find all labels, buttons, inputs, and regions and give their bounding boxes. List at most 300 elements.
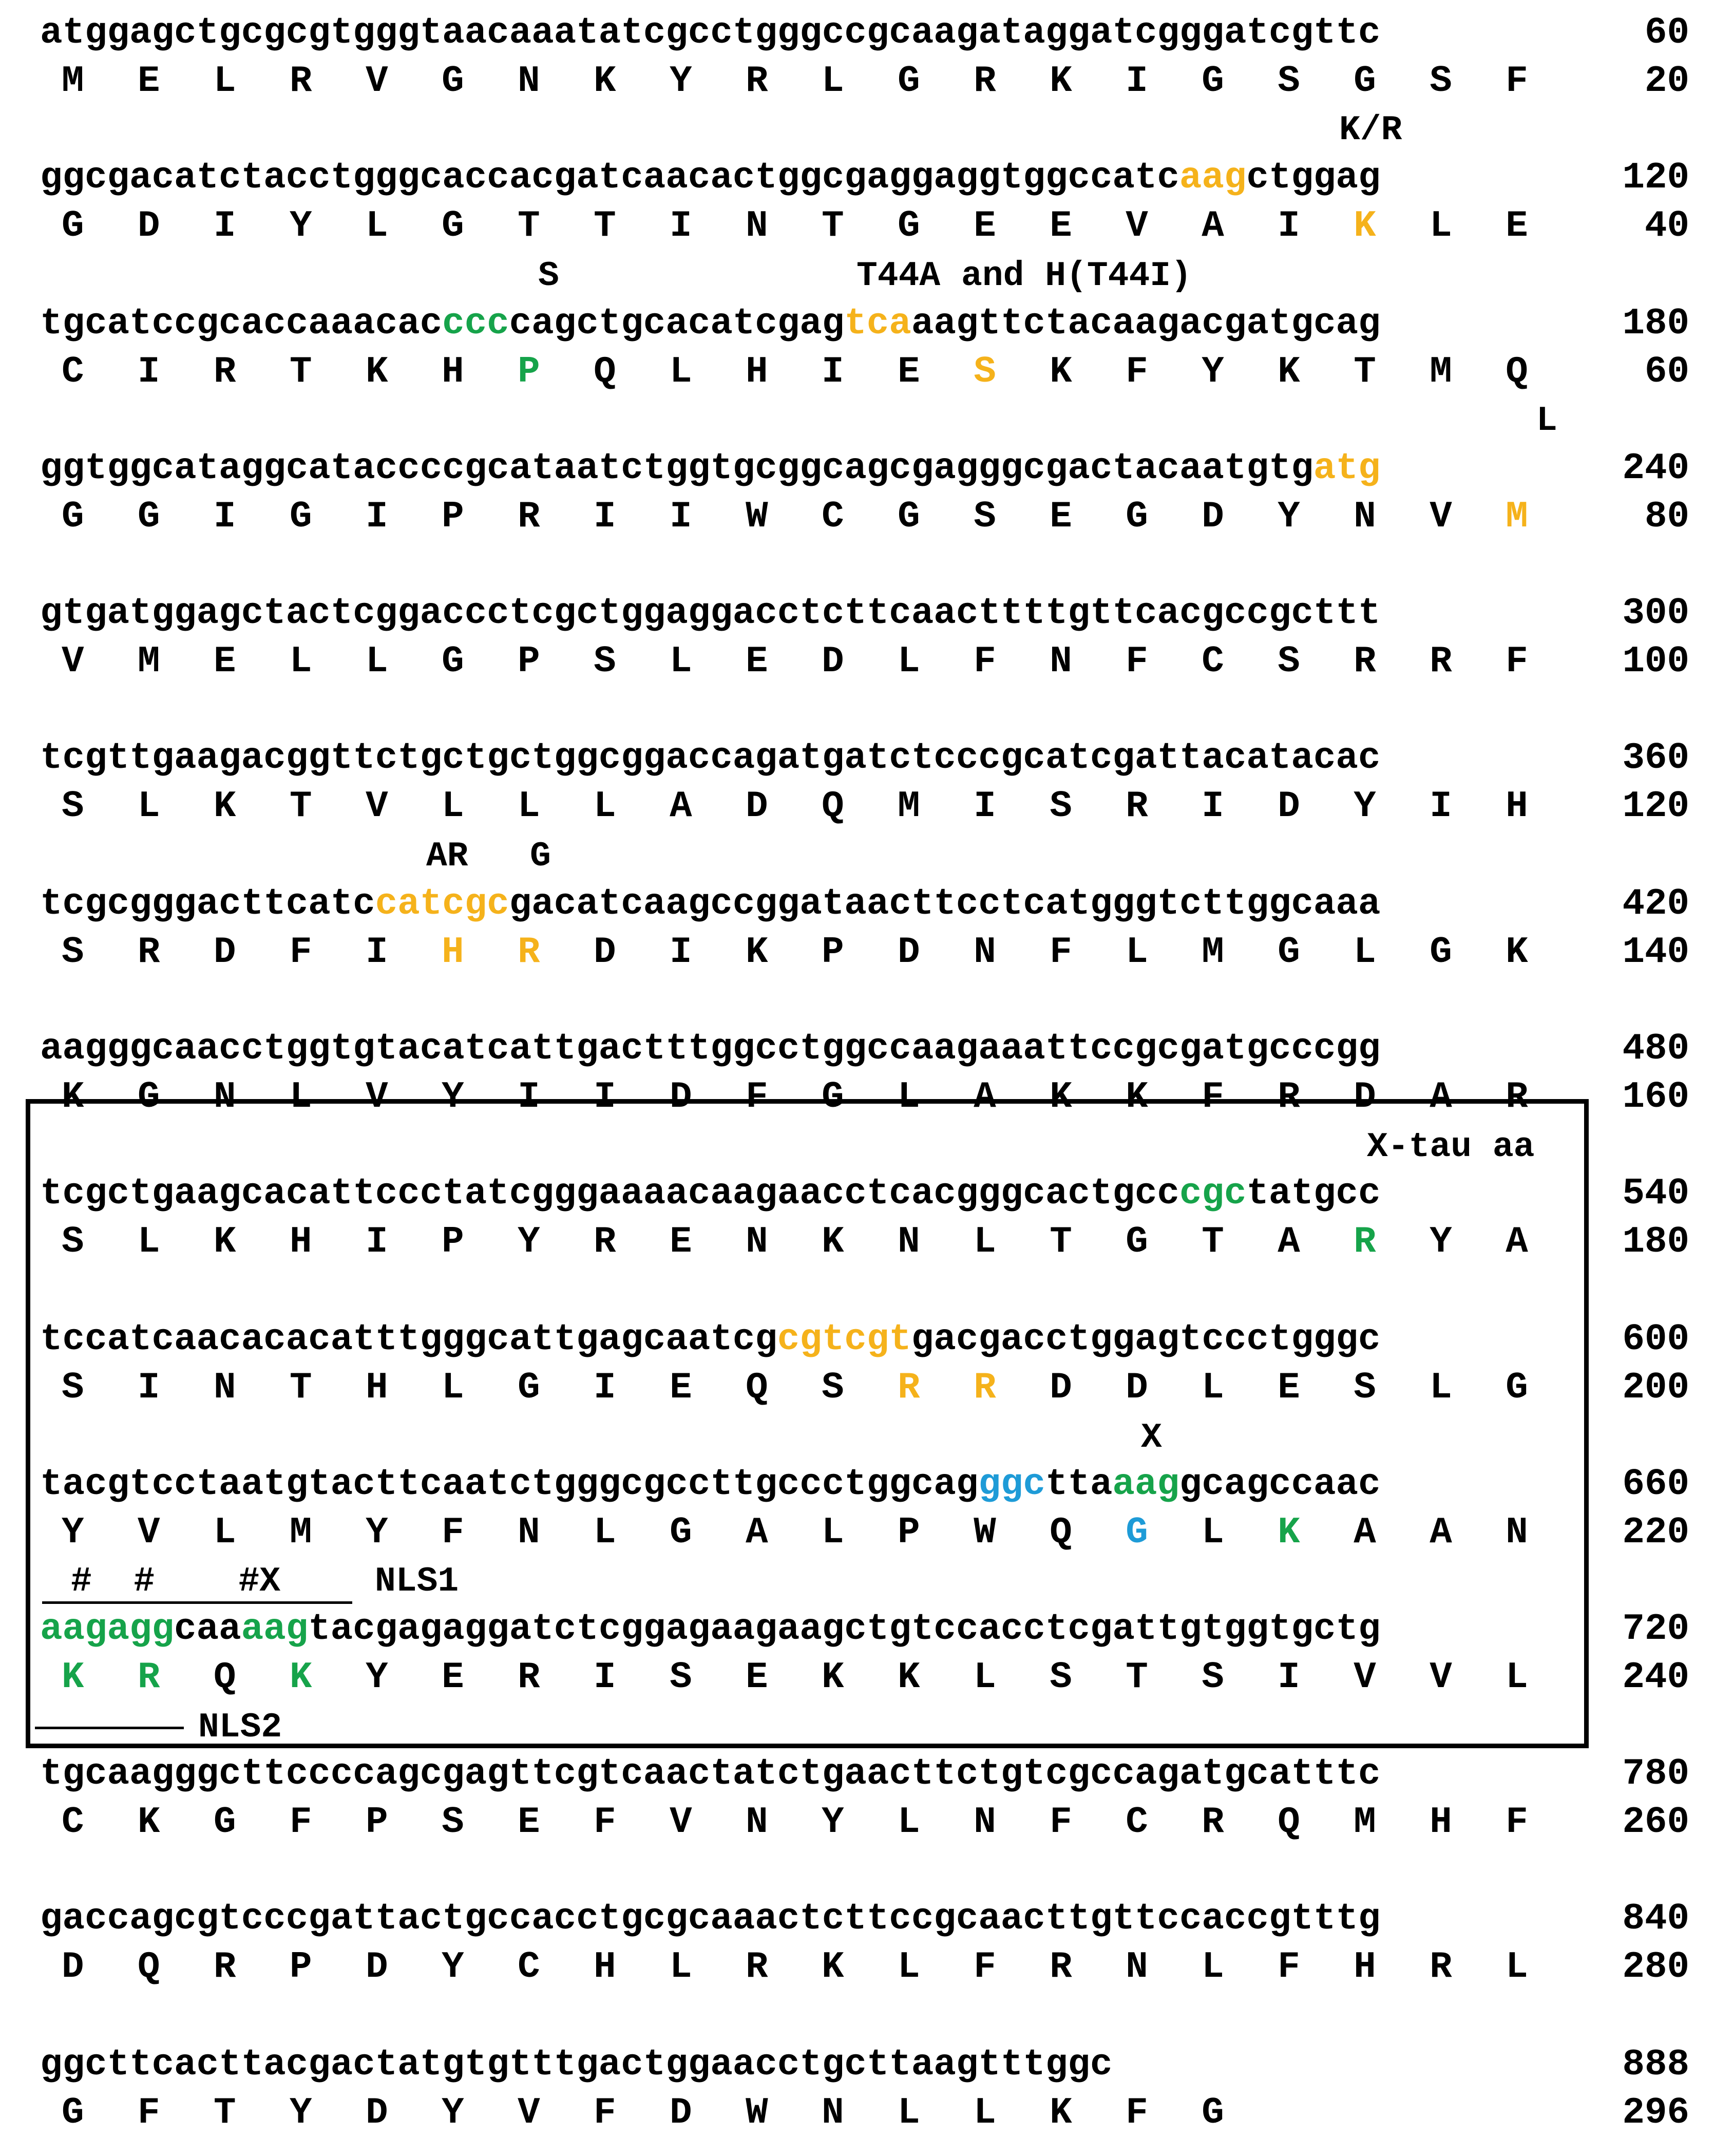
aa-residue: V bbox=[138, 1511, 214, 1554]
aa-residue: I bbox=[366, 1221, 442, 1263]
dna-position-number: 600 bbox=[1622, 1318, 1689, 1360]
aa-residue: L bbox=[290, 640, 366, 683]
aa-residue: G bbox=[898, 496, 974, 538]
aa-residue: I bbox=[138, 351, 214, 393]
aa-residue: F bbox=[1126, 2092, 1202, 2134]
aa-residue: G bbox=[442, 640, 518, 683]
aa-position-number: 200 bbox=[1622, 1367, 1689, 1409]
aa-residue: D bbox=[366, 2092, 442, 2134]
aa-residue: R bbox=[594, 1221, 670, 1263]
aa-residue: H bbox=[594, 1946, 670, 1988]
aa-residue: F bbox=[1506, 1801, 1582, 1843]
aa-highlight-residue: P bbox=[518, 351, 594, 393]
dna-segment: tcgcgggacttcatc bbox=[40, 883, 375, 925]
aa-highlight-residue: S bbox=[974, 351, 1050, 393]
aa-residue: L bbox=[670, 351, 746, 393]
aa-residue: Y bbox=[822, 1801, 898, 1843]
aa-residue: P bbox=[442, 496, 518, 538]
dna-line bbox=[40, 1030, 1380, 1068]
aa-residue: K bbox=[62, 1076, 138, 1118]
aa-residue: L bbox=[1202, 1367, 1278, 1409]
aa-residue: Y bbox=[290, 2092, 366, 2134]
aa-residue: K bbox=[214, 785, 290, 827]
aa-residue: I bbox=[214, 205, 290, 247]
aa-residue: F bbox=[442, 1511, 518, 1554]
aa-residue: R bbox=[1050, 1946, 1126, 1988]
dna-position-number: 360 bbox=[1622, 737, 1689, 779]
aa-residue: G bbox=[214, 1801, 290, 1843]
aa-residue: L bbox=[290, 1076, 366, 1118]
aa-residue: T bbox=[290, 351, 366, 393]
dna-position-number: 180 bbox=[1622, 302, 1689, 345]
aa-residue: Y bbox=[1354, 785, 1430, 827]
aa-residue: M bbox=[138, 640, 214, 683]
aa-residue: G bbox=[898, 60, 974, 102]
aa-residue: D bbox=[62, 1946, 138, 1988]
aa-position-number: 40 bbox=[1644, 205, 1689, 247]
aa-residue: Q bbox=[594, 351, 670, 393]
aa-residue: R bbox=[1430, 1946, 1506, 1988]
aa-residue: L bbox=[518, 785, 594, 827]
aa-residue: P bbox=[518, 640, 594, 683]
aa-residue: V bbox=[670, 1801, 746, 1843]
dna-position-number: 888 bbox=[1622, 2044, 1689, 2086]
aa-residue: Y bbox=[1278, 496, 1354, 538]
aa-residue: S bbox=[62, 785, 138, 827]
aa-residue: N bbox=[822, 2092, 898, 2134]
aa-residue: K bbox=[138, 1801, 214, 1843]
aa-residue: E bbox=[670, 1221, 746, 1263]
aa-line bbox=[62, 207, 1582, 245]
aa-residue: D bbox=[366, 1946, 442, 1988]
aa-residue: A bbox=[1354, 1511, 1430, 1554]
aa-residue: M bbox=[290, 1511, 366, 1554]
aa-highlight-residue: R bbox=[974, 1367, 1050, 1409]
aa-residue: N bbox=[746, 205, 822, 247]
aa-highlight-residue: M bbox=[1506, 496, 1582, 538]
annotation-s: S bbox=[538, 256, 559, 296]
aa-residue: G bbox=[62, 205, 138, 247]
dna-line bbox=[40, 302, 1381, 345]
dna-line bbox=[40, 159, 1380, 197]
annotation-nls2: NLS2 bbox=[198, 1708, 282, 1747]
dna-line bbox=[40, 447, 1381, 489]
aa-residue: N bbox=[518, 1511, 594, 1554]
aa-residue: G bbox=[898, 205, 974, 247]
nls1-underline bbox=[42, 1601, 352, 1604]
dna-line bbox=[40, 1900, 1380, 1938]
aa-residue: N bbox=[974, 931, 1050, 973]
aa-residue: L bbox=[366, 640, 442, 683]
dna-segment: tgcatccgcaccaaacac bbox=[40, 302, 443, 345]
aa-residue: I bbox=[1278, 205, 1354, 247]
aa-residue: V bbox=[518, 2092, 594, 2134]
aa-residue: H bbox=[290, 1221, 366, 1263]
aa-residue: T bbox=[214, 2092, 290, 2134]
dna-segment: tacgagaggatctcggagaagaagctgtccacctcgattgtggtgctg bbox=[308, 1608, 1381, 1650]
dna-position-number: 840 bbox=[1622, 1898, 1689, 1940]
dna-line bbox=[40, 2046, 1112, 2084]
aa-residue: F bbox=[1202, 1076, 1278, 1118]
dna-segment: tacgtcctaatgtacttcaatctgggcgccttgccctggcag bbox=[40, 1463, 979, 1505]
dna-position-number: 660 bbox=[1622, 1463, 1689, 1505]
aa-residue: V bbox=[62, 640, 138, 683]
aa-residue: M bbox=[898, 785, 974, 827]
aa-residue: D bbox=[822, 640, 898, 683]
aa-residue: K bbox=[1050, 60, 1126, 102]
dna-position-number: 60 bbox=[1644, 12, 1689, 54]
aa-residue: A bbox=[1506, 1221, 1582, 1263]
aa-residue: L bbox=[366, 205, 442, 247]
aa-residue: F bbox=[974, 640, 1050, 683]
aa-residue: Q bbox=[214, 1656, 290, 1698]
aa-residue: R bbox=[1506, 1076, 1582, 1118]
aa-residue: F bbox=[1506, 60, 1582, 102]
nls2-underline bbox=[35, 1727, 184, 1729]
aa-position-number: 160 bbox=[1622, 1076, 1689, 1118]
aa-residue: P bbox=[898, 1511, 974, 1554]
aa-position-number: 80 bbox=[1644, 496, 1689, 538]
aa-highlight-residue: K bbox=[1278, 1511, 1354, 1554]
dna-segment: atggagctgcgcgtgggtaacaaatatcgcctgggccgcaagataggatcgggatcgttc bbox=[40, 12, 1381, 54]
dna-segment: gaccagcgtcccgattactgccacctgcgcaaactcttccgcaacttgttccaccgtttg bbox=[40, 1898, 1381, 1940]
dna-highlight-segment: aag bbox=[241, 1608, 309, 1650]
aa-residue: E bbox=[1050, 496, 1126, 538]
aa-residue: C bbox=[1126, 1801, 1202, 1843]
dna-segment: tgcaagggcttccccagcgagttcgtcaactatctgaacttctgtcgccagatgcatttc bbox=[40, 1753, 1381, 1795]
aa-residue: L bbox=[974, 1221, 1050, 1263]
aa-residue: Q bbox=[746, 1367, 822, 1409]
aa-residue: I bbox=[822, 351, 898, 393]
aa-residue: N bbox=[518, 60, 594, 102]
aa-residue: G bbox=[518, 1367, 594, 1409]
aa-position-number: 260 bbox=[1622, 1801, 1689, 1843]
dna-highlight-segment: aag bbox=[1179, 157, 1247, 199]
aa-residue: G bbox=[1430, 931, 1506, 973]
aa-residue: G bbox=[670, 1511, 746, 1554]
aa-residue: R bbox=[518, 1656, 594, 1698]
aa-residue: L bbox=[898, 640, 974, 683]
aa-residue: N bbox=[1050, 640, 1126, 683]
aa-residue: L bbox=[214, 60, 290, 102]
aa-residue: G bbox=[1202, 60, 1278, 102]
aa-residue: L bbox=[594, 785, 670, 827]
dna-position-number: 240 bbox=[1622, 447, 1689, 489]
aa-residue: E bbox=[898, 351, 974, 393]
aa-residue: R bbox=[1278, 1076, 1354, 1118]
aa-residue: D bbox=[898, 931, 974, 973]
aa-line bbox=[62, 1946, 1582, 1988]
dna-segment: caa bbox=[174, 1608, 241, 1650]
dna-segment: gtgatggagctactcggaccctcgctggaggacctcttcaacttttgttcacgccgcttt bbox=[40, 592, 1381, 634]
aa-residue: N bbox=[1126, 1946, 1202, 1988]
aa-residue: M bbox=[62, 60, 138, 102]
aa-residue: N bbox=[746, 1801, 822, 1843]
highlight-box bbox=[26, 1099, 1589, 1748]
aa-residue: R bbox=[1202, 1801, 1278, 1843]
aa-residue: A bbox=[670, 785, 746, 827]
dna-highlight-segment: catcgc bbox=[375, 883, 509, 925]
aa-residue: Q bbox=[822, 785, 898, 827]
aa-residue: Y bbox=[670, 60, 746, 102]
dna-position-number: 540 bbox=[1622, 1172, 1689, 1215]
dna-segment: ggcttcacttacgactatgtgtttgactggaacctgcttaagtttggc bbox=[40, 2044, 1113, 2086]
aa-residue: M bbox=[1354, 1801, 1430, 1843]
aa-residue: F bbox=[594, 1801, 670, 1843]
aa-position-number: 20 bbox=[1644, 60, 1689, 102]
aa-residue: S bbox=[1050, 785, 1126, 827]
aa-residue: A bbox=[1430, 1076, 1506, 1118]
aa-residue: S bbox=[1278, 640, 1354, 683]
aa-residue: L bbox=[898, 1946, 974, 1988]
annotation-t44: T44A and H(T44I) bbox=[856, 256, 1192, 296]
aa-residue: S bbox=[594, 640, 670, 683]
aa-line bbox=[62, 60, 1582, 102]
aa-residue: L bbox=[670, 640, 746, 683]
aa-residue: L bbox=[594, 1511, 670, 1554]
aa-residue: S bbox=[1050, 1656, 1126, 1698]
aa-residue: G bbox=[442, 205, 518, 247]
aa-highlight-residue: H bbox=[442, 931, 518, 973]
aa-highlight-residue: K bbox=[62, 1656, 138, 1698]
aa-residue: R bbox=[746, 1946, 822, 1988]
aa-residue: R bbox=[214, 1946, 290, 1988]
aa-line bbox=[62, 931, 1582, 973]
aa-highlight-residue: R bbox=[138, 1656, 214, 1698]
aa-residue: E bbox=[214, 640, 290, 683]
aa-residue: S bbox=[1278, 60, 1354, 102]
aa-residue: D bbox=[1354, 1076, 1430, 1118]
aa-residue: N bbox=[1506, 1511, 1582, 1554]
aa-residue: L bbox=[898, 1076, 974, 1118]
aa-residue: R bbox=[1126, 785, 1202, 827]
aa-residue: G bbox=[1202, 2092, 1278, 2134]
aa-residue: G bbox=[290, 496, 366, 538]
dna-segment: gcagccaac bbox=[1179, 1463, 1381, 1505]
aa-residue: E bbox=[670, 1367, 746, 1409]
aa-residue: F bbox=[290, 1801, 366, 1843]
dna-highlight-segment: aagagg bbox=[40, 1608, 175, 1650]
aa-residue: F bbox=[974, 1946, 1050, 1988]
aa-residue: I bbox=[366, 931, 442, 973]
aa-residue: R bbox=[974, 60, 1050, 102]
dna-segment: gacatcaagccggataacttcctcatgggtcttggcaaa bbox=[509, 883, 1381, 925]
aa-residue: I bbox=[670, 205, 746, 247]
aa-residue: T bbox=[290, 1367, 366, 1409]
aa-residue: Y bbox=[1202, 351, 1278, 393]
aa-residue: F bbox=[1506, 640, 1582, 683]
aa-residue: T bbox=[290, 785, 366, 827]
annotation-kr: K/R bbox=[1339, 110, 1402, 150]
dna-line bbox=[40, 592, 1381, 634]
aa-residue: K bbox=[1278, 351, 1354, 393]
dna-line bbox=[40, 737, 1381, 779]
aa-residue: R bbox=[1430, 640, 1506, 683]
aa-residue: K bbox=[1050, 1076, 1126, 1118]
aa-residue: P bbox=[290, 1946, 366, 1988]
aa-residue: R bbox=[746, 60, 822, 102]
aa-residue: I bbox=[594, 496, 670, 538]
annotation-ar: AR bbox=[426, 837, 468, 876]
aa-residue: F bbox=[290, 931, 366, 973]
aa-residue: K bbox=[1126, 1076, 1202, 1118]
dna-position-number: 780 bbox=[1622, 1753, 1689, 1795]
dna-highlight-segment: atg bbox=[1313, 447, 1381, 489]
aa-residue: E bbox=[746, 640, 822, 683]
aa-line bbox=[62, 640, 1582, 683]
dna-line bbox=[40, 885, 1380, 923]
dna-highlight-segment: ggc bbox=[978, 1463, 1045, 1505]
aa-residue: C bbox=[518, 1946, 594, 1988]
aa-residue: N bbox=[898, 1221, 974, 1263]
aa-residue: L bbox=[822, 60, 898, 102]
aa-residue: I bbox=[594, 1076, 670, 1118]
aa-residue: Q bbox=[1278, 1801, 1354, 1843]
aa-residue: T bbox=[518, 205, 594, 247]
aa-residue: A bbox=[746, 1511, 822, 1554]
aa-residue: L bbox=[1430, 1367, 1506, 1409]
aa-residue: N bbox=[1354, 496, 1430, 538]
aa-residue: H bbox=[746, 351, 822, 393]
aa-residue: I bbox=[214, 496, 290, 538]
dna-position-number: 720 bbox=[1622, 1608, 1689, 1650]
dna-segment: tta bbox=[1045, 1463, 1113, 1505]
aa-highlight-residue: K bbox=[1354, 205, 1430, 247]
aa-residue: E bbox=[746, 1656, 822, 1698]
aa-residue: H bbox=[366, 1367, 442, 1409]
aa-residue: L bbox=[1126, 931, 1202, 973]
aa-residue: F bbox=[1050, 931, 1126, 973]
aa-residue: F bbox=[1126, 351, 1202, 393]
aa-residue: L bbox=[138, 785, 214, 827]
aa-residue: Y bbox=[442, 1946, 518, 1988]
aa-position-number: 296 bbox=[1622, 2092, 1689, 2134]
annotation-x: X bbox=[1141, 1418, 1162, 1458]
aa-residue: G bbox=[138, 1076, 214, 1118]
aa-residue: C bbox=[62, 1801, 138, 1843]
aa-residue: F bbox=[594, 2092, 670, 2134]
aa-residue: E bbox=[1506, 205, 1582, 247]
dna-segment: cagctgcacatcgag bbox=[509, 302, 845, 345]
aa-residue: E bbox=[1050, 205, 1126, 247]
aa-residue: D bbox=[1202, 496, 1278, 538]
dna-segment: tccatcaacacacatttgggcattgagcaatcg bbox=[40, 1318, 777, 1360]
aa-residue: E bbox=[1278, 1367, 1354, 1409]
aa-residue: G bbox=[1354, 60, 1430, 102]
aa-residue: Q bbox=[138, 1946, 214, 1988]
aa-residue: I bbox=[1202, 785, 1278, 827]
aa-highlight-residue: G bbox=[1126, 1511, 1202, 1554]
aa-residue: S bbox=[670, 1656, 746, 1698]
aa-residue: D bbox=[1050, 1367, 1126, 1409]
aa-residue: V bbox=[1126, 205, 1202, 247]
aa-residue: A bbox=[974, 1076, 1050, 1118]
aa-residue: D bbox=[214, 931, 290, 973]
dna-line bbox=[40, 14, 1380, 52]
aa-residue: P bbox=[822, 931, 898, 973]
dna-position-number: 480 bbox=[1622, 1028, 1689, 1070]
aa-residue: F bbox=[138, 2092, 214, 2134]
dna-highlight-segment: aag bbox=[1112, 1463, 1179, 1505]
aa-residue: M bbox=[1202, 931, 1278, 973]
aa-residue: I bbox=[670, 496, 746, 538]
aa-line bbox=[62, 785, 1582, 827]
aa-residue: Y bbox=[442, 2092, 518, 2134]
aa-residue: Y bbox=[290, 205, 366, 247]
dna-position-number: 120 bbox=[1622, 157, 1689, 199]
aa-residue: N bbox=[214, 1367, 290, 1409]
aa-residue: L bbox=[974, 1656, 1050, 1698]
aa-residue: A bbox=[1278, 1221, 1354, 1263]
aa-residue: D bbox=[138, 205, 214, 247]
aa-residue: Q bbox=[1506, 351, 1582, 393]
aa-residue: T bbox=[1050, 1221, 1126, 1263]
aa-position-number: 100 bbox=[1622, 640, 1689, 683]
aa-residue: G bbox=[1278, 931, 1354, 973]
aa-residue: D bbox=[746, 785, 822, 827]
aa-residue: V bbox=[1430, 496, 1506, 538]
aa-residue: Y bbox=[518, 1221, 594, 1263]
aa-residue: K bbox=[822, 1221, 898, 1263]
aa-residue: S bbox=[822, 1367, 898, 1409]
annotation-l: L bbox=[1536, 401, 1557, 441]
aa-residue: F bbox=[1050, 1801, 1126, 1843]
dna-highlight-segment: tca bbox=[844, 302, 911, 345]
aa-residue: L bbox=[822, 1511, 898, 1554]
aa-residue: I bbox=[1430, 785, 1506, 827]
aa-residue: K bbox=[1506, 931, 1582, 973]
dna-position-number: 300 bbox=[1622, 592, 1689, 634]
dna-highlight-segment: cgtcgt bbox=[777, 1318, 911, 1360]
aa-residue: L bbox=[1354, 931, 1430, 973]
aa-residue: N bbox=[746, 1221, 822, 1263]
aa-residue: T bbox=[1126, 1656, 1202, 1698]
aa-highlight-residue: K bbox=[290, 1656, 366, 1698]
aa-residue: R bbox=[290, 60, 366, 102]
dna-segment: aagggcaacctggtgtacatcattgactttggcctggccaagaaattccgcgatgcccgg bbox=[40, 1028, 1381, 1070]
dna-line bbox=[40, 1755, 1380, 1793]
aa-residue: I bbox=[670, 931, 746, 973]
aa-residue: L bbox=[214, 1511, 290, 1554]
aa-residue: G bbox=[1126, 496, 1202, 538]
aa-residue: R bbox=[1354, 640, 1430, 683]
aa-residue: I bbox=[594, 1367, 670, 1409]
aa-highlight-residue: R bbox=[898, 1367, 974, 1409]
aa-residue: R bbox=[138, 931, 214, 973]
aa-residue: S bbox=[1430, 60, 1506, 102]
aa-position-number: 140 bbox=[1622, 931, 1689, 973]
aa-residue: Y bbox=[62, 1511, 138, 1554]
aa-residue: H bbox=[442, 351, 518, 393]
aa-residue: S bbox=[62, 1367, 138, 1409]
dna-segment: tcgctgaagcacattccctatcgggaaaacaagaacctcacgggcactgcc bbox=[40, 1172, 1179, 1215]
aa-residue: F bbox=[746, 1076, 822, 1118]
aa-residue: I bbox=[518, 1076, 594, 1118]
aa-position-number: 120 bbox=[1622, 785, 1689, 827]
aa-highlight-residue: R bbox=[518, 931, 594, 973]
aa-residue: G bbox=[62, 2092, 138, 2134]
aa-residue: N bbox=[214, 1076, 290, 1118]
dna-segment: gacgacctggagtccctgggc bbox=[911, 1318, 1381, 1360]
dna-segment: tcgttgaagacggttctgctgctggcggaccagatgatctcccgcatcgattacatacac bbox=[40, 737, 1381, 779]
aa-residue: V bbox=[366, 785, 442, 827]
aa-residue: K bbox=[898, 1656, 974, 1698]
aa-residue: P bbox=[366, 1801, 442, 1843]
aa-residue: G bbox=[822, 1076, 898, 1118]
aa-residue: R bbox=[518, 496, 594, 538]
aa-residue: D bbox=[1126, 1367, 1202, 1409]
aa-residue: L bbox=[898, 2092, 974, 2134]
